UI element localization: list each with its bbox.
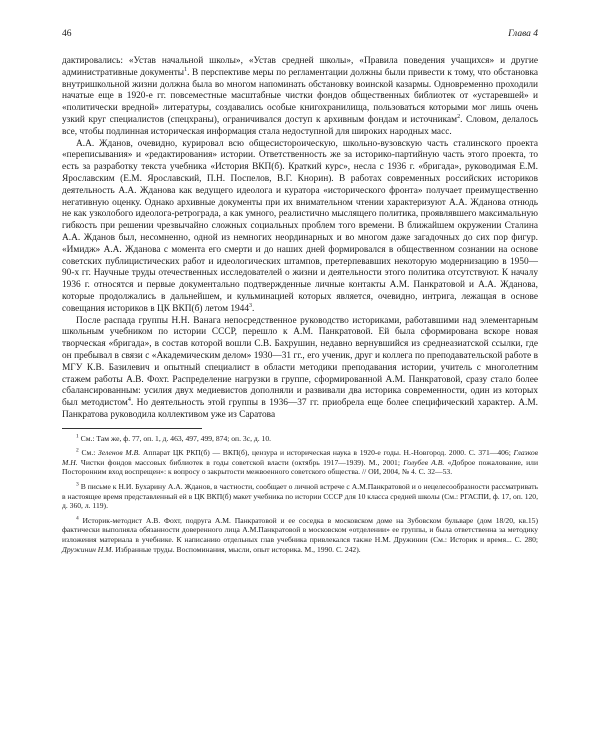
footnote-1: $^1$ См.: Там же, ф. 77, оп. 1, д. 463, 497, 499, 874; оп. 3с, д. 10.	[76, 433, 272, 443]
chapter-title: Глава 4	[508, 29, 538, 39]
footnote-4: $^4$ Историк-методист А.В. Фохт, подруга А.М. Панкратовой и ее соседка в московском доме на Зубовском бульваре (дом 18/20, кв.15) фактически выполняла обязанности доверенного лица А.М.Панкратовой в московском «отделении» ее группы, и была ответственна за методику изложения материала в учебнике. К написанию отдельных глав учебника привлекался также Н.М. Дружинин (См.: Историк и время... С. 280; Дружинин Н.М. Избранные труды. Воспоминания, мысли, опыт историка. М., 1990. С. 242).	[62, 515, 539, 554]
running-header	[62, 28, 538, 40]
footnote-3: $^3$ В письме к Н.И. Бухарину А.А. Жданов, в частности, сообщает о личной встрече с А.М.Панкратовой и о нецелесообразности рассматривать в настоящее время представленный ей в ЦК ВКП(б) макет учебника по истории СССР для 10 класса средней школы (См.: РГАСПИ, ф. 17, оп. 120, д. 360, л. 119).	[62, 481, 538, 511]
footnote-ref-4: 4	[127, 397, 131, 403]
footnote-ref-3: 3	[249, 302, 253, 309]
footnote-ref-1: 1	[184, 66, 188, 73]
footnote-ref-2: 2	[457, 113, 461, 120]
paragraph-2: А.А. Жданов, очевидно, курировал всю общесистороическую, школьно-вузовскую часть сталинского проекта «переписывания» и «редактирования» истории. Ответственность же за историко-партийную часть этого проекта, то есть за разработку текста учебника «История ВКП(б). Краткий курс», несла с 1936 г. «бригада», руководимая Е.М. Ярославским (Е.М. Ярославский, П.Н. Поспелов, В.Г. Кнорин). В работах современных российских историков деятельность А.А. Жданова как ведущего идеолога и куратора «исторического фронта» получает преимущественно негативную оценку. Однако архивные документы при их внимательном чтении характеризуют А.А. Жданова отнюдь не как узколобого идеолога-ретрограда, а как умного, реалистично мыслящего политика, проявлявшего максимальную гибкость при решении чрезвычайно сложных социальных проблем того времени. В ближайшем окружении Сталина А.А. Жданов был, несомненно, одной из немногих неординарных и во многом даже загадочных до сих пор фигур. «Имидж» А.А. Жданова с момента его смерти и до наших дней формировался в общественном сознании на основе советских публицистических работ и идеологических штампов, претерпевавших некоторую модернизацию в 1950—90-х гг. Научные труды отечественных исследователей о жизни и деятельности этого политика отсутствуют. К началу 1936 г. относятся и первые документально подтвержденные личные контакты А.М. Панкратовой и А.А. Жданова, которые продолжались в дальнейшем, и кульминацией которых является, очевидно, интрига, лежащая в основе совещания историков в ЦК ВКП(б) летом 1944$^3$.	[62, 138, 538, 314]
footnote-rule	[62, 428, 202, 429]
footnote-2: $^2$ См.: Зеленов М.В. Аппарат ЦК РКП(б) — ВКП(б), цензура и историческая наука в 1920-е годы. Н.-Новгород. 2000. С. 371—406; Глазков М.Н. Чистки фондов массовых библиотек в годы советской власти (октябрь 1917—1939). М., 2001; Голубев А.В. «Доброе пожалование, или Посторонним вход воспрещен»: к вопросу о закрытости межвоенного советского общества. // ОИ, 2004, № 4. С. 32—53.	[62, 447, 539, 477]
main-text	[62, 56, 538, 422]
page-number: 46	[62, 29, 72, 39]
paragraph-1: дактировались: «Устав начальной школы», «Устав средней школы», «Правила поведения учащихся» и другие административные документы$^1$. В перспективе меры по регламентации должны были привести к тому, что обстановка внутришкольной жизни должна была во многом напоминать обстановку воинской казармы. Одновременно проходили начатые еще в 1920-е гг. повсеместные масштабные чистки фондов общественных библиотек от «устаревшей» и «политически вредной» литературы, создавались особые книгохранилища, пользоваться которыми мог лишь очень узкий круг специалистов (спецхраны), ограничивался доступ к архивным фондам и источникам$^2$. Словом, делалось все, чтобы подлинная историческая информация стала недоступной для широких народных масс.	[62, 56, 538, 137]
footnotes	[62, 434, 538, 555]
paragraph-3: После распада группы Н.Н. Ванага непосредственное руководство историками, работавшими над элементарным школьным учебником по истории СССР, перешло к А.М. Панкратовой. Ей была сформирована вскоре новая творческая «бригада», в состав которой вошли С.В. Бахрушин, недавно вернувшийся из среднеазиатской ссылки, где он пребывал в связи с «Академическим делом» 1930—31 гг., его ученик, друг и коллега по преподавательской работе в МГУ К.В. Базилевич и опытный специалист в области методики преподавания истории, учитель с многолетним стажем работы А.В. Фохт. Распределение нагрузки в группе, сформированной А.М. Панкратовой, сразу стало более сбалансированным: усилия двух медиевистов дополняли и развивали два историка современности, один из которых был методистом$^4$. Но деятельность этой группы в 1936—37 гг. приобрела еще более специфический характер. А.М. Панкратова руководила коллективом уже из Саратова	[62, 315, 538, 420]
